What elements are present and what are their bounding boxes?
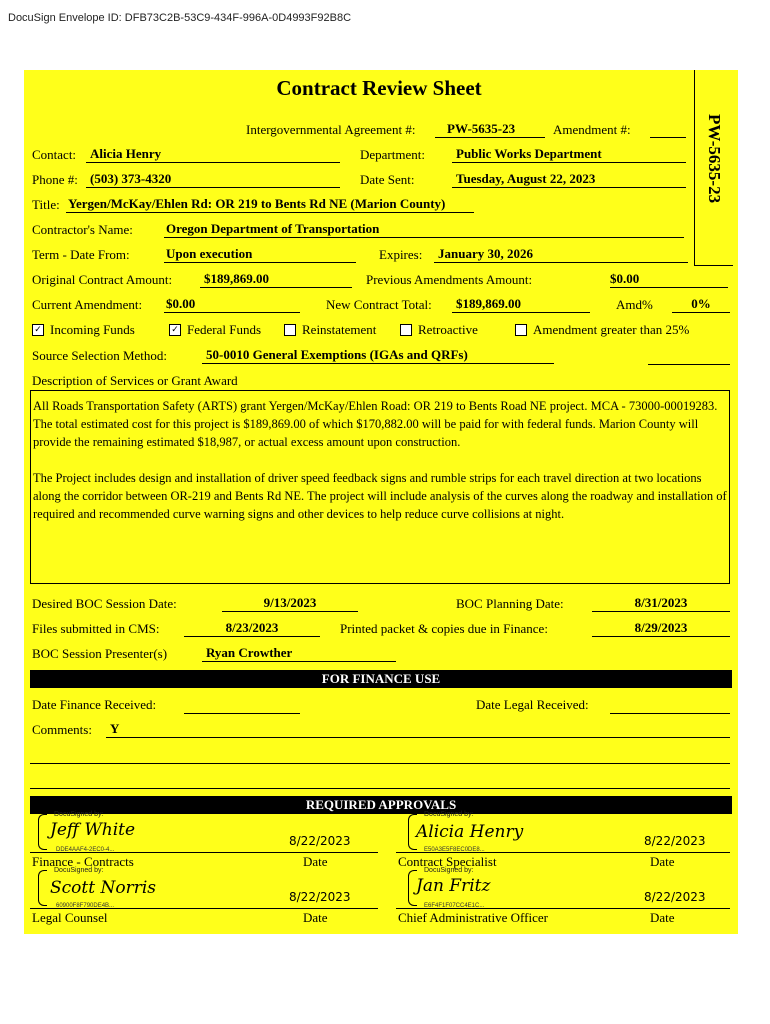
required-approvals-header: REQUIRED APPROVALS bbox=[30, 796, 732, 814]
title-label: Title: bbox=[32, 197, 60, 212]
current-amendment-label: Current Amendment: bbox=[32, 297, 143, 312]
comments-line bbox=[30, 763, 730, 764]
files-cms-label: Files submitted in CMS: bbox=[32, 621, 160, 636]
finance-contracts-signature: Jeff White bbox=[50, 820, 136, 840]
description-paragraph: The Project includes design and installation of driver speed feedback signs and rumble strips for each travel direction at two locations along the corridor between OR-219 and Bents Rd NE. The project will include analysis of the curves along the roadway and installation of required and recommended curve warning signs and other devices to help reduce curve collisions at night. bbox=[33, 471, 727, 521]
reinstatement-checkbox[interactable] bbox=[284, 324, 296, 336]
contact-label: Contact: bbox=[32, 147, 77, 162]
signature-line bbox=[30, 908, 378, 909]
previous-amendments-value: $0.00 bbox=[610, 271, 728, 288]
department-label: Department: bbox=[360, 147, 425, 162]
new-total-value: $189,869.00 bbox=[452, 296, 590, 313]
new-total-label: New Contract Total: bbox=[326, 297, 432, 312]
desired-boc-label: Desired BOC Session Date: bbox=[32, 596, 177, 611]
retroactive-checkbox[interactable] bbox=[400, 324, 412, 336]
signature-bracket bbox=[38, 870, 47, 906]
federal-funds-label: Federal Funds bbox=[187, 322, 262, 337]
date-legal-label: Date Legal Received: bbox=[476, 697, 589, 712]
check-icon: ✓ bbox=[171, 325, 179, 335]
printed-packet-label: Printed packet & copies due in Finance: bbox=[340, 621, 548, 636]
contract-review-sheet bbox=[24, 70, 738, 934]
finance-contracts-date: 8/22/2023 bbox=[289, 834, 351, 848]
date-label: Date bbox=[303, 854, 328, 869]
source-extra-line bbox=[648, 364, 730, 365]
docusigned-by-label: DocuSigned by: bbox=[424, 867, 474, 874]
desired-boc-value: 9/13/2023 bbox=[222, 595, 358, 612]
date-finance-label: Date Finance Received: bbox=[32, 697, 157, 712]
signature-line bbox=[396, 852, 730, 853]
signature-line bbox=[30, 852, 378, 853]
cao-role: Chief Administrative Officer bbox=[398, 910, 548, 925]
date-label: Date bbox=[650, 854, 675, 869]
amendment-over-25-label: Amendment greater than 25% bbox=[533, 322, 690, 337]
amendment-value-line bbox=[650, 137, 686, 138]
boc-planning-value: 8/31/2023 bbox=[592, 595, 730, 612]
date-legal-line bbox=[610, 713, 730, 714]
signature-line bbox=[396, 908, 730, 909]
phone-value: (503) 373-4320 bbox=[86, 171, 340, 188]
expires-value: January 30, 2026 bbox=[434, 246, 688, 263]
date-label: Date bbox=[650, 910, 675, 925]
finance-use-header: FOR FINANCE USE bbox=[30, 670, 732, 688]
docusigned-by-label: DocuSigned by: bbox=[54, 867, 104, 874]
description-label: Description of Services or Grant Award bbox=[32, 373, 238, 388]
cao-signature: Jan Fritz bbox=[416, 876, 491, 896]
printed-packet-value: 8/29/2023 bbox=[592, 620, 730, 637]
cao-date: 8/22/2023 bbox=[644, 890, 706, 904]
description-paragraph: All Roads Transportation Safety (ARTS) grant Yergen/McKay/Ehlen Road: OR 219 to Bents Road NE project. MCA - 73000-00019283. The total estimated cost for this project is $189,869.00 of which $170,882.00 will be paid for with federal funds. Marion County will provide the remaining estimated $18,987, or actual excess amount upon construction. bbox=[33, 399, 718, 449]
department-value: Public Works Department bbox=[452, 146, 686, 163]
presenter-value: Ryan Crowther bbox=[202, 645, 396, 662]
current-amendment-value: $0.00 bbox=[164, 296, 300, 313]
term-from-value: Upon execution bbox=[164, 246, 356, 263]
previous-amendments-label: Previous Amendments Amount: bbox=[366, 272, 533, 287]
contractor-value: Oregon Department of Transportation bbox=[164, 221, 684, 238]
expires-label: Expires: bbox=[379, 247, 423, 262]
docusigned-by-label: DocuSigned by: bbox=[54, 811, 104, 818]
date-finance-line bbox=[184, 713, 300, 714]
comments-line bbox=[30, 788, 730, 789]
title-value: Yergen/McKay/Ehlen Rd: OR 219 to Bents Rd NE (Marion County) bbox=[66, 196, 474, 213]
amd-pct-value: 0% bbox=[672, 296, 730, 313]
date-label: Date bbox=[303, 910, 328, 925]
contractor-label: Contractor's Name: bbox=[32, 222, 133, 237]
legal-counsel-signature: Scott Norris bbox=[50, 878, 156, 898]
envelope-id: DocuSign Envelope ID: DFB73C2B-53C9-434F-996A-0D4993F92B8C bbox=[8, 12, 352, 24]
original-amount-label: Original Contract Amount: bbox=[32, 272, 173, 287]
phone-label: Phone #: bbox=[32, 172, 78, 187]
federal-funds-checkbox[interactable] bbox=[169, 324, 181, 336]
contract-specialist-role: Contract Specialist bbox=[398, 854, 497, 869]
legal-counsel-date: 8/22/2023 bbox=[289, 890, 351, 904]
source-method-value: 50-0010 General Exemptions (IGAs and QRFs) bbox=[202, 347, 554, 364]
source-method-label: Source Selection Method: bbox=[32, 348, 168, 363]
page-title: Contract Review Sheet bbox=[276, 76, 482, 100]
check-icon: ✓ bbox=[34, 325, 42, 335]
date-sent-value: Tuesday, August 22, 2023 bbox=[452, 171, 686, 188]
files-cms-value: 8/23/2023 bbox=[184, 620, 320, 637]
amendment-label: Amendment #: bbox=[553, 122, 631, 137]
signature-bracket bbox=[38, 814, 47, 850]
term-from-label: Term - Date From: bbox=[32, 247, 130, 262]
contract-specialist-signature: Alicia Henry bbox=[416, 822, 524, 842]
amd-pct-label: Amd% bbox=[616, 297, 653, 312]
retroactive-label: Retroactive bbox=[418, 322, 478, 337]
incoming-funds-checkbox[interactable] bbox=[32, 324, 44, 336]
comments-label: Comments: bbox=[32, 722, 92, 737]
comments-value: Y bbox=[106, 721, 730, 738]
reinstatement-label: Reinstatement bbox=[302, 322, 377, 337]
description-box bbox=[30, 390, 730, 584]
finance-contracts-role: Finance - Contracts bbox=[32, 854, 134, 869]
amendment-over-25-checkbox[interactable] bbox=[515, 324, 527, 336]
docusigned-by-label: DocuSigned by: bbox=[424, 811, 474, 818]
contact-value: Alicia Henry bbox=[86, 146, 340, 163]
original-amount-value: $189,869.00 bbox=[200, 271, 352, 288]
iga-label: Intergovernmental Agreement #: bbox=[246, 122, 416, 137]
boc-planning-label: BOC Planning Date: bbox=[456, 596, 564, 611]
contract-specialist-date: 8/22/2023 bbox=[644, 834, 706, 848]
date-sent-label: Date Sent: bbox=[360, 172, 415, 187]
signature-id: E50A3E5F8EC0DE8... bbox=[424, 847, 485, 853]
side-id: PW-5635-23 bbox=[705, 114, 724, 204]
signature-id: DDE4AAF4-2EC0-4... bbox=[56, 847, 115, 853]
legal-counsel-role: Legal Counsel bbox=[32, 910, 108, 925]
presenter-label: BOC Session Presenter(s) bbox=[32, 646, 168, 661]
signature-id: E6F4F1F07CC4E1C... bbox=[424, 903, 485, 909]
incoming-funds-label: Incoming Funds bbox=[50, 322, 135, 337]
iga-value: PW-5635-23 bbox=[435, 121, 545, 138]
signature-id: 60900F8F790DE4B... bbox=[56, 903, 115, 909]
